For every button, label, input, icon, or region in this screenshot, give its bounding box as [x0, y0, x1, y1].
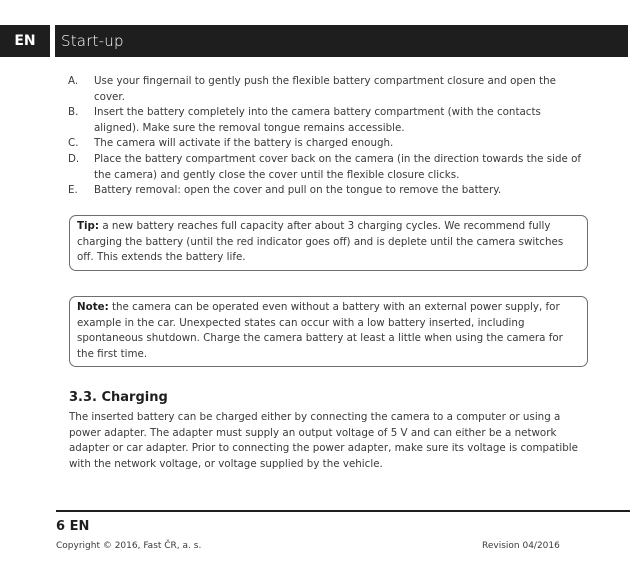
step-text: Insert the battery completely into the camera battery compartment (with the contacts aligned). Make sure the removal tongue remains accessible.	[94, 106, 541, 134]
chapter-title: Start-up	[61, 32, 124, 50]
header-divider	[50, 25, 55, 57]
section-heading: 3.3. Charging	[69, 390, 168, 405]
step-item	[68, 152, 588, 183]
step-item	[68, 105, 588, 136]
step-letter: E.	[68, 184, 78, 197]
language-tab: EN	[14, 33, 36, 49]
step-text: Place the battery compartment cover back on the camera (in the direction towards the side of the camera) and gently close the cover until the flexible closure clicks.	[94, 152, 582, 181]
note-box	[69, 296, 588, 367]
tip-label: Tip:	[77, 220, 100, 232]
step-item	[68, 74, 588, 105]
step-text: Battery removal: open the cover and pull on the tongue to remove the battery.	[94, 184, 502, 197]
tip-text: a new battery reaches full capacity after about 3 charging cycles. We recommend fully charging the battery (until the red indicator goes off) and is deplete until the camera switches off. This extends the battery life.	[77, 220, 564, 264]
copyright-text: Copyright © 2016, Fast ČR, a. s.	[56, 541, 202, 551]
step-text: Use your fingernail to gently push the flexible battery compartment closure and open the cover.	[94, 75, 556, 103]
startup-steps-list	[68, 74, 588, 199]
step-item	[68, 136, 588, 152]
footer-rule	[56, 510, 630, 512]
step-letter: A.	[68, 75, 79, 87]
page-number: 6 EN	[56, 519, 90, 534]
header-edge	[628, 25, 630, 57]
header-bar	[0, 25, 628, 57]
revision-text: Revision 04/2016	[482, 541, 560, 551]
step-letter: D.	[68, 152, 80, 165]
section-body: The inserted battery can be charged either by connecting the camera to a computer or using a power adapter. The adapter must supply an output voltage of 5 V and can either be a network adapter or car adapter. Prior to connecting the power adapter, make sure its voltage is compatible with the network voltage, or voltage supplied by the vehicle.	[69, 411, 578, 470]
tip-box	[69, 215, 588, 271]
note-text: the camera can be operated even without a battery with an external power supply, for example in the car. Unexpected states can occur with a low battery inserted, including spontaneous shutdown. Charge the camera battery at least a little when using the camera for the first time.	[77, 301, 563, 360]
step-item	[68, 183, 588, 199]
step-text: The camera will activate if the battery is charged enough.	[94, 137, 394, 150]
step-letter: B.	[68, 106, 79, 119]
step-letter: C.	[68, 137, 79, 150]
note-label: Note:	[77, 301, 109, 313]
